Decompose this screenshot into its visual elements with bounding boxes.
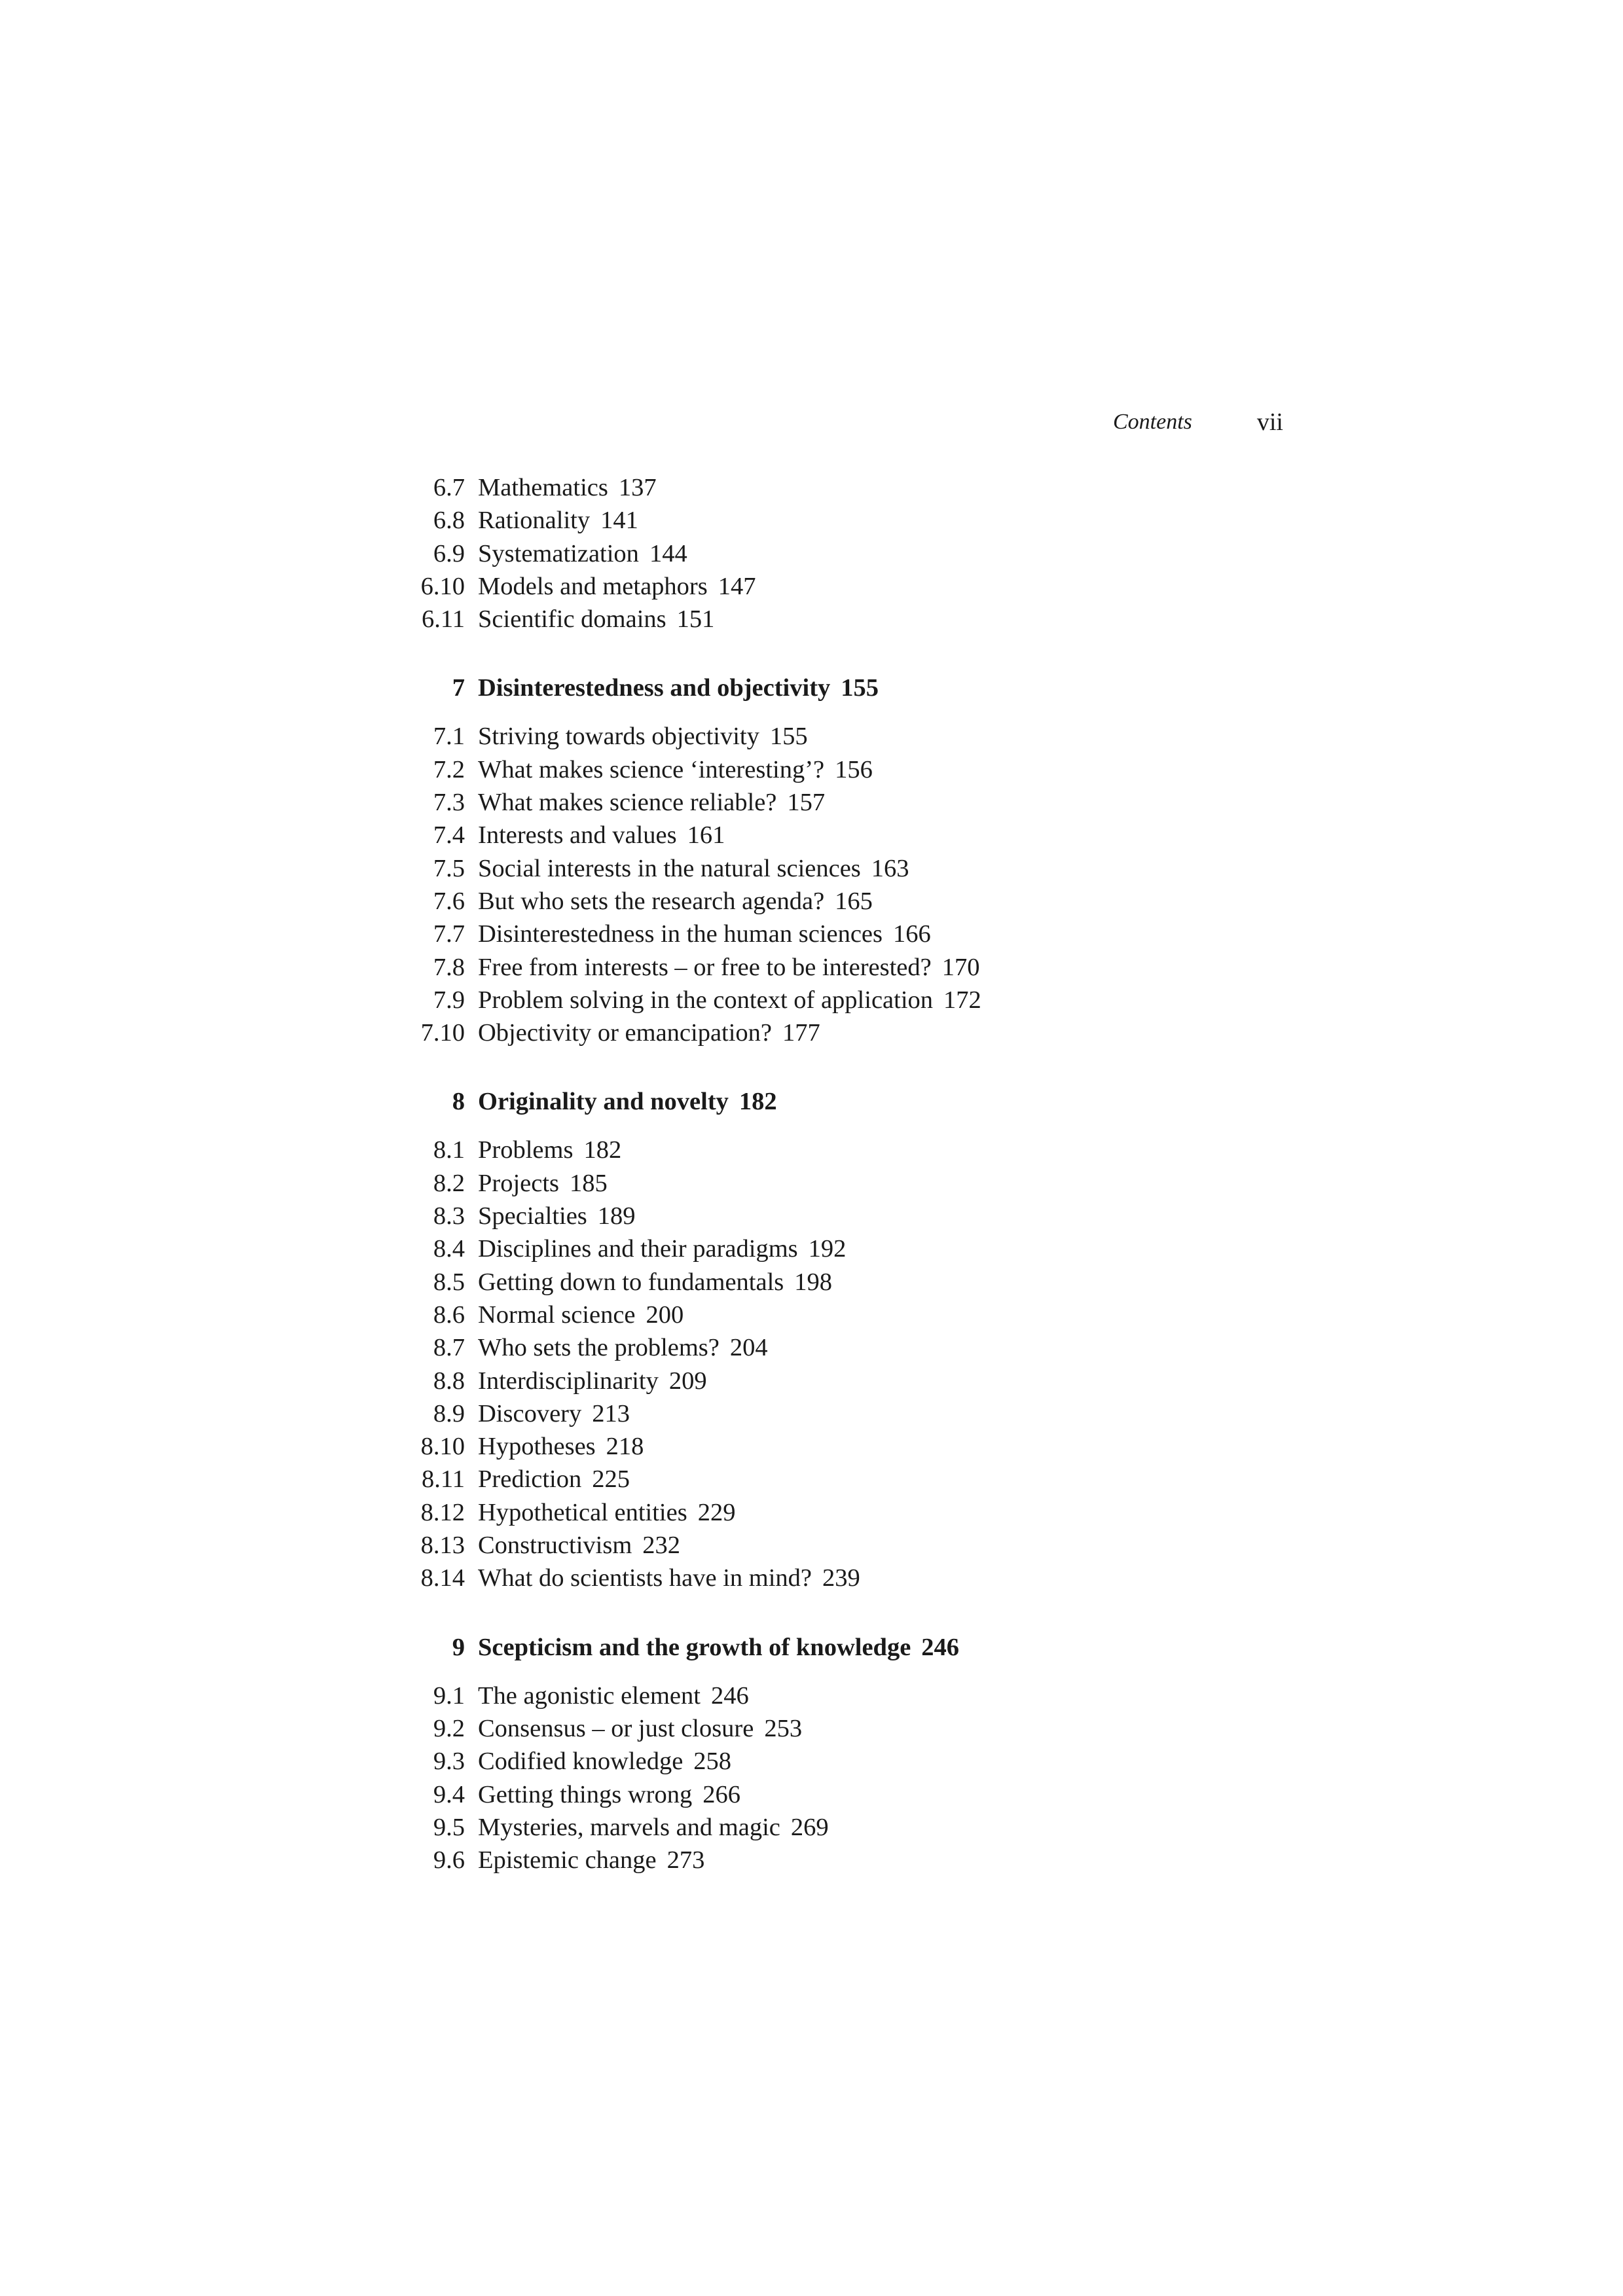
section-page: 141 [600,507,638,535]
section-number: 8.10 [420,1433,465,1461]
section-page: 229 [697,1498,736,1526]
section-page: 209 [668,1367,707,1395]
toc-entry[interactable] [409,1331,1260,1364]
section-title: Specialties [478,1202,587,1230]
section-number: 8.6 [433,1300,465,1329]
toc-entry[interactable] [409,1167,1260,1200]
toc-entry[interactable] [409,1397,1260,1430]
toc-entry[interactable] [409,1679,1260,1712]
section-number: 9.3 [433,1748,465,1776]
section-page: 198 [794,1268,833,1296]
toc-entry[interactable] [409,1496,1260,1529]
section-page: 239 [822,1564,860,1592]
section-title: Getting down to fundamentals [478,1268,784,1296]
section-page: 192 [808,1235,847,1263]
section-number: 7.2 [433,755,465,783]
section-title: Scientific domains [478,605,666,634]
section-number: 8.2 [433,1169,465,1197]
section-page: 200 [646,1300,684,1329]
section-page: 258 [693,1748,732,1776]
toc-entry[interactable] [409,1712,1260,1745]
section-page: 266 [702,1780,740,1808]
toc-entry[interactable] [409,1299,1260,1331]
section-number: 6.7 [433,474,465,501]
section-title: But who sets the research agenda? [478,887,825,915]
section-page: 204 [729,1334,768,1362]
section-page: 163 [871,854,909,882]
chapter-heading-9[interactable] [409,1631,1260,1664]
chapter-heading-8[interactable] [409,1085,1260,1118]
toc-entry[interactable] [409,1844,1260,1876]
section-number: 9.1 [433,1681,465,1710]
section-number: 8.8 [433,1367,465,1395]
table-of-contents [409,471,1260,1876]
section-title: Problems [478,1136,574,1164]
section-title: Consensus – or just closure [478,1714,754,1742]
section-number: 7.1 [433,723,465,751]
page-number: vii [1256,408,1283,436]
chapter-number: 7 [452,674,465,702]
toc-entry[interactable] [409,1463,1260,1496]
chapter-title: Originality and novelty [478,1088,729,1116]
section-page: 165 [835,887,873,915]
chapter-number: 9 [452,1633,465,1661]
section-title: Models and metaphors [478,572,708,600]
section-number: 7.5 [433,854,465,882]
section-number: 7.3 [433,789,465,817]
section-number: 9.6 [433,1846,465,1874]
section-page: 213 [592,1399,630,1427]
section-title: Getting things wrong [478,1780,693,1808]
chapter-page: 155 [841,674,879,702]
section-number: 8.13 [420,1532,465,1560]
toc-entry[interactable] [409,918,1260,950]
section-title: Epistemic change [478,1846,657,1874]
section-title: Hypotheses [478,1433,596,1461]
section-title: Hypothetical entities [478,1498,687,1526]
running-head [1113,406,1283,439]
section-title: Projects [478,1169,560,1197]
toc-entry[interactable] [409,504,1260,537]
section-number: 8.5 [433,1268,465,1296]
section-number: 8.14 [420,1564,465,1592]
section-title: Prediction [478,1465,582,1494]
toc-entry[interactable] [409,951,1260,984]
section-title: What makes science ‘interesting’? [478,755,825,783]
section-title: Discovery [478,1399,582,1427]
toc-entry[interactable] [409,1562,1260,1594]
toc-entry[interactable] [409,1430,1260,1463]
section-title: Interdisciplinarity [478,1367,659,1395]
toc-entry[interactable] [409,1811,1260,1844]
section-page: 232 [642,1532,681,1560]
section-title: Who sets the problems? [478,1334,720,1362]
section-title: Interests and values [478,821,677,850]
section-page: 166 [892,920,931,948]
section-title: Mathematics [478,474,608,501]
section-page: 157 [787,789,826,817]
section-title: Normal science [478,1300,636,1329]
section-page: 144 [649,539,687,567]
toc-entry[interactable] [409,1266,1260,1299]
section-page: 156 [835,755,873,783]
chapter-page: 246 [921,1633,960,1661]
section-number: 6.11 [422,605,465,634]
section-list-chapter-9 [409,1679,1260,1877]
toc-entry[interactable] [409,1529,1260,1562]
section-title: What do scientists have in mind? [478,1564,812,1592]
section-page: 185 [570,1169,608,1197]
section-page: 137 [618,474,657,501]
section-number: 9.5 [433,1813,465,1841]
toc-entry[interactable] [409,786,1260,819]
section-page: 147 [718,572,756,600]
section-page: 218 [606,1433,644,1461]
toc-entry[interactable] [409,1365,1260,1397]
section-title: Problem solving in the context of application [478,986,934,1014]
section-page: 253 [764,1714,803,1742]
section-page: 172 [943,986,981,1014]
section-title: Constructivism [478,1532,632,1560]
section-number: 7.8 [433,953,465,981]
toc-entry[interactable] [409,570,1260,603]
section-page: 273 [666,1846,705,1874]
section-number: 6.10 [420,572,465,600]
toc-entry[interactable] [409,753,1260,786]
chapter-title: Disinterestedness and objectivity [478,674,831,702]
section-page: 182 [583,1136,622,1164]
section-number: 8.7 [433,1334,465,1362]
section-number: 7.9 [433,986,465,1014]
section-page: 170 [941,953,980,981]
section-title: Codified knowledge [478,1748,684,1776]
section-number: 8.12 [420,1498,465,1526]
toc-entry[interactable] [409,1134,1260,1166]
section-title: Systematization [478,539,639,567]
section-number: 6.8 [433,507,465,535]
section-title: Disciplines and their paradigms [478,1235,798,1263]
section-page: 161 [687,821,725,850]
section-page: 246 [710,1681,749,1710]
section-number: 9.4 [433,1780,465,1808]
toc-entry[interactable] [409,603,1260,636]
section-title: Mysteries, marvels and magic [478,1813,780,1841]
running-title: Contents [1113,410,1192,434]
toc-entry[interactable] [409,537,1260,570]
section-title: Rationality [478,507,591,535]
section-number: 8.11 [422,1465,465,1494]
section-number: 7.10 [420,1019,465,1047]
chapter-number: 8 [452,1088,465,1116]
chapter-title: Scepticism and the growth of knowledge [478,1633,911,1661]
toc-entry[interactable] [409,984,1260,1016]
toc-entry[interactable] [409,1016,1260,1049]
section-title: What makes science reliable? [478,789,777,817]
section-list-chapter-7 [409,720,1260,1049]
section-page: 225 [592,1465,630,1494]
section-title: Free from interests – or free to be interested? [478,953,932,981]
toc-entry[interactable] [409,471,1260,504]
toc-entry[interactable] [409,1232,1260,1265]
section-number: 8.4 [433,1235,465,1263]
section-page: 269 [790,1813,829,1841]
section-title: Social interests in the natural sciences [478,854,861,882]
section-number: 8.9 [433,1399,465,1427]
toc-entry[interactable] [409,1745,1260,1778]
section-title: Objectivity or emancipation? [478,1019,773,1047]
section-list-chapter-6 [409,471,1260,636]
section-number: 7.4 [433,821,465,850]
section-title: Striving towards objectivity [478,723,759,751]
section-title: The agonistic element [478,1681,701,1710]
section-number: 8.3 [433,1202,465,1230]
section-list-chapter-8 [409,1134,1260,1594]
section-number: 8.1 [433,1136,465,1164]
toc-entry[interactable] [409,1778,1260,1811]
section-page: 155 [769,723,808,751]
section-page: 177 [782,1019,820,1047]
section-page: 151 [676,605,715,634]
section-number: 7.7 [433,920,465,948]
section-page: 189 [597,1202,636,1230]
toc-entry[interactable] [409,819,1260,852]
toc-entry[interactable] [409,852,1260,885]
section-number: 7.6 [433,887,465,915]
section-title: Disinterestedness in the human sciences [478,920,883,948]
section-number: 9.2 [433,1714,465,1742]
toc-entry[interactable] [409,1200,1260,1232]
toc-entry[interactable] [409,720,1260,753]
chapter-heading-7[interactable] [409,672,1260,704]
chapter-page: 182 [739,1088,777,1116]
toc-entry[interactable] [409,885,1260,918]
section-number: 6.9 [433,539,465,567]
